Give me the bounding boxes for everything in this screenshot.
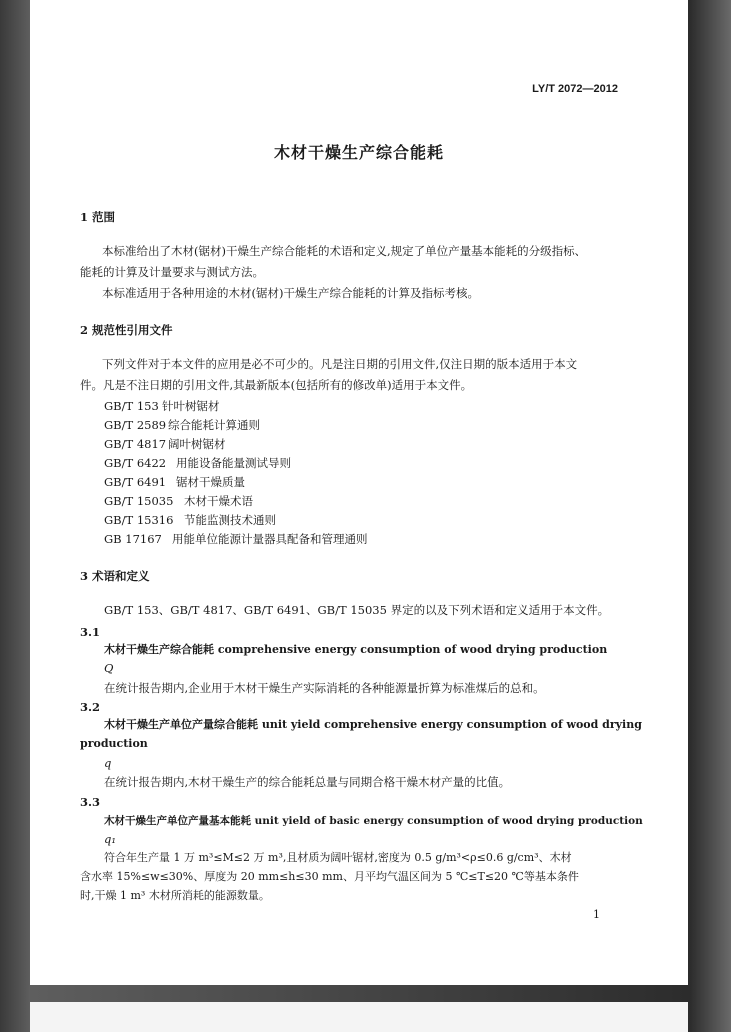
reference-name: 阔叶树锯材 [168,437,226,451]
term-3-3-number: 3.3 [80,795,101,809]
section-1-paragraph-2: 本标准适用于各种用途的木材(锯材)干燥生产综合能耗的计算及指标考核。 [102,286,479,300]
reference-name: 木材干燥术语 [184,494,253,508]
section-3-intro: GB/T 153、GB/T 4817、GB/T 6491、GB/T 15035 界定的以及下列术语和定义适用于本文件。 [104,603,610,617]
term-3-2-title-line-1: 木材干燥生产单位产量综合能耗 unit yield comprehensive energy consumption of wood drying [104,718,642,731]
term-3-3-definition-line-3: 时,干燥 1 m³ 木材所消耗的能源数量。 [80,889,270,902]
section-2-heading: 2 规范性引用文件 [80,323,173,337]
term-3-1-symbol: Q [104,661,114,675]
section-2-intro-line-1: 下列文件对于本文件的应用是必不可少的。凡是注日期的引用文件,仅注日期的版本适用于本文 [102,357,578,371]
reference-name: 节能监测技术通则 [184,513,276,527]
reference-code: GB/T 4817 [104,437,167,451]
section-1-paragraph-1-line-1: 本标准给出了木材(锯材)干燥生产综合能耗的术语和定义,规定了单位产量基本能耗的分级指标、 [102,244,587,258]
term-3-1-definition: 在统计报告期内,企业用于木材干燥生产实际消耗的各种能源量折算为标准煤后的总和。 [104,681,545,695]
term-3-2-symbol: q [104,756,112,770]
reference-code: GB/T 153 [104,399,159,413]
next-page-edge [30,1002,688,1032]
section-1-heading: 1 范围 [80,210,116,224]
term-3-2-number: 3.2 [80,700,101,714]
reference-code: GB/T 15035 [104,494,174,508]
reference-code: GB 17167 [104,532,162,546]
section-3-heading: 3 术语和定义 [80,569,150,583]
reference-name: 针叶树锯材 [162,399,220,413]
reference-code: GB/T 15316 [104,513,174,527]
reference-name: 综合能耗计算通则 [168,418,260,432]
reference-code: GB/T 2589 [104,418,167,432]
standard-number: LY/T 2072—2012 [532,83,618,95]
page-number: 1 [593,908,600,921]
reference-code: GB/T 6491 [104,475,167,489]
reference-name: 用能单位能源计量器具配备和管理通则 [172,532,368,546]
term-3-3-symbol: q₁ [104,832,116,846]
document-title: 木材干燥生产综合能耗 [273,143,444,162]
document-page [30,0,688,985]
term-3-1-title: 木材干燥生产综合能耗 comprehensive energy consumption of wood drying production [104,643,608,656]
term-3-3-title: 木材干燥生产单位产量基本能耗 unit yield of basic energy consumption of wood drying production [104,815,643,827]
term-3-3-definition-line-1: 符合年生产量 1 万 m³≤M≤2 万 m³,且材质为阔叶锯材,密度为 0.5 g/m³<ρ≤0.6 g/cm³、木材 [104,851,572,864]
reference-name: 用能设备能量测试导则 [176,456,291,470]
term-3-2-definition: 在统计报告期内,木材干燥生产的综合能耗总量与同期合格干燥木材产量的比值。 [104,775,511,789]
reference-name: 锯材干燥质量 [176,475,245,489]
section-1-paragraph-1-line-2: 能耗的计算及计量要求与测试方法。 [80,265,264,279]
term-3-3-definition-line-2: 含水率 15%≤w≤30%、厚度为 20 mm≤h≤30 mm、月平均气温区间为 5 ℃≤T≤20 ℃等基本条件 [80,870,579,883]
term-3-2-title-line-2: production [80,737,148,750]
reference-code: GB/T 6422 [104,456,167,470]
section-2-intro-line-2: 件。凡是不注日期的引用文件,其最新版本(包括所有的修改单)适用于本文件。 [80,378,473,392]
term-3-1-number: 3.1 [80,625,101,639]
